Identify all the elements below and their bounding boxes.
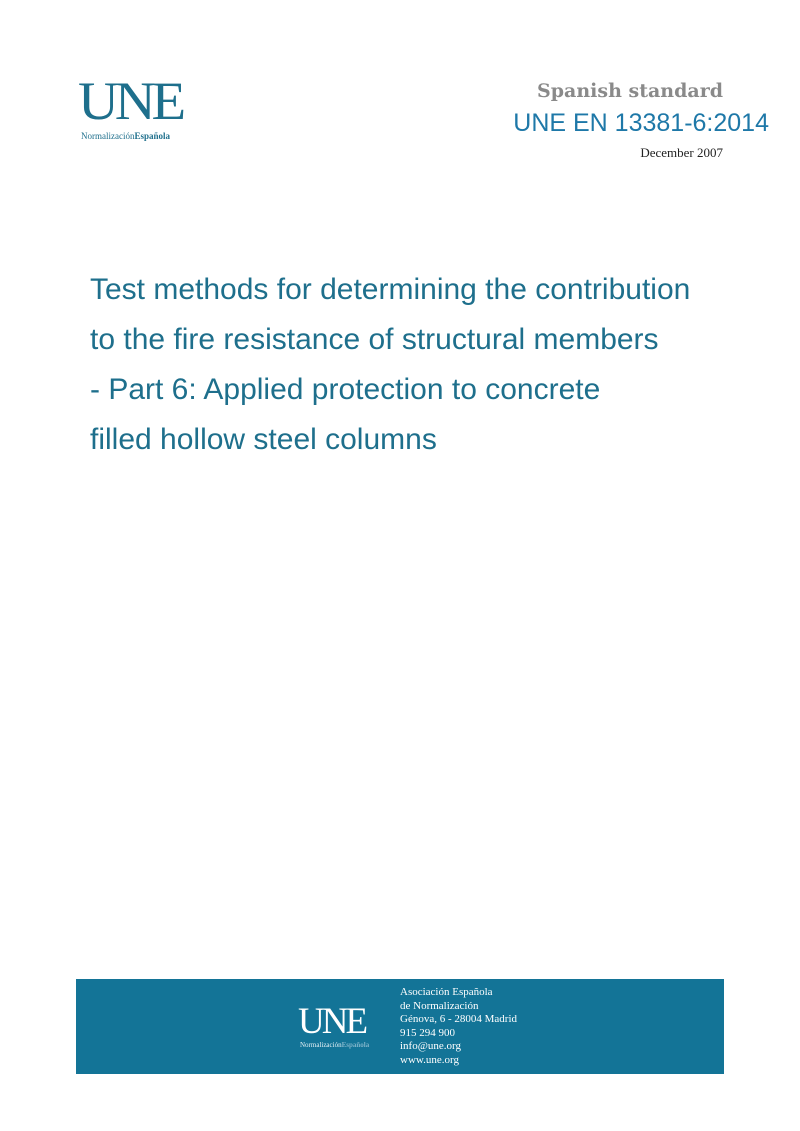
logo-sub-bold: Española	[134, 131, 171, 141]
footer-logo-sub-regular: Normalización	[300, 1041, 342, 1049]
title-line: filled hollow steel columns	[90, 423, 437, 456]
une-logo	[78, 71, 198, 144]
footer-une-logo	[298, 1003, 380, 1049]
footer-phone: 915 294 900	[400, 1026, 455, 1039]
footer-logo-subtitle	[300, 1041, 369, 1049]
footer-org-name: Asociación Española	[400, 986, 493, 998]
document-header	[513, 78, 769, 162]
title-line: - Part 6: Applied protection to concrete	[90, 373, 601, 406]
title-line: Test methods for determining the contribution	[90, 273, 691, 306]
footer-band	[76, 979, 724, 1074]
document-code: UNE EN 13381-6:2014	[513, 109, 769, 137]
footer-org-name-2: de Normalización	[400, 999, 479, 1012]
footer-logo-sub-bold: Española	[341, 1041, 370, 1049]
title-line: to the fire resistance of structural members	[90, 323, 659, 356]
document-title	[90, 265, 770, 465]
une-logo-mark: UNE	[78, 71, 182, 131]
une-logo-subtitle	[81, 131, 170, 141]
document-date: December 2007	[640, 145, 723, 160]
footer-logo-mark: UNE	[298, 1001, 366, 1042]
footer-website: www.une.org	[400, 1053, 459, 1066]
footer-contact-info	[400, 986, 517, 1067]
footer-address: Génova, 6 - 28004 Madrid	[400, 1013, 518, 1025]
document-kind: Spanish standard	[537, 80, 723, 102]
logo-sub-regular: Normalización	[81, 131, 135, 141]
footer-email: info@une.org	[400, 1040, 461, 1052]
